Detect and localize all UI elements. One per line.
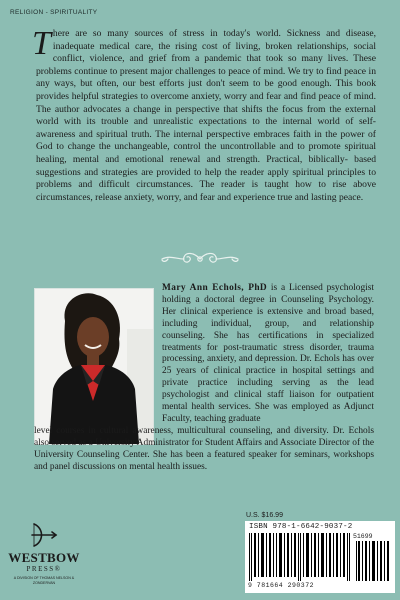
price-label: U.S. $16.99 [246, 512, 283, 519]
author-bio-top [162, 283, 374, 426]
book-description [32, 25, 376, 204]
author-bio-text: is a Licensed psychologist holding a doctoral degree in Counseling Psychology. Her clinical experience is extensive and broad based, including individual, group, and relationship counseling. She has certifications in specialized treatments for post-traumatic stress disorder, trauma processing, anxiety, and depression. Dr. Echols has over 25 years of clinical practice in hospital settings and private practice including serving as the lead psychologist and clinical staff liaison for outpatient mental health services. She was employed as Adjunct Faculty, teaching graduate [162, 283, 374, 424]
author-name: Mary Ann Echols, PhD [162, 283, 268, 293]
publisher-name: WESTBOW [8, 550, 80, 565]
publisher-press: PRESS® [26, 565, 62, 573]
price-barcode-icon [355, 541, 391, 581]
barcode-icon [247, 533, 351, 581]
barcode-digits: 9 781664 290372 [248, 582, 315, 589]
barcode-panel [245, 521, 395, 593]
category-label: RELIGION - SPIRITUALITY [10, 9, 98, 16]
description-text: here are so many sources of stress in today's world. Sickness and disease, inadequate medical care, the rising cost of living, broken relationships, social conflict, violence, and grief from a pandemic that took so many lives. These problems continue to present major challenges to peace of mind. We try to find peace in any ways, but often, our best efforts just don't seem to be good enough. This book provides helpful strategies to overcome anxiety, worry and fear and find peace of mind. The author advocates a change in perspective that shifts the focus from the external world with its trouble and unrealistic expectations to the internal world of self- awareness and spiritual truth. The internal perspective embraces faith in the power of God to change the unchangeable, control the uncontrollable and to promote spiritual healing, mental and emotional renewal and strength. Practical, biblically- based suggestions and strategies are provided to help the reader apply spiritual principles to problems and difficult circumstances. The reader is taught how to rise above circumstances, release anxiety, worry, and fear and experience true and lasting peace. [36, 28, 376, 203]
ornament-divider-icon [158, 250, 242, 268]
westbow-archer-icon [28, 520, 58, 550]
price-code-digits: 51699 [353, 533, 373, 540]
author-bio-bottom: level courses in cultural awareness, multicultural counseling, and diversity. Dr. Echols also served as a University Administrator for Student Affairs and Associate Director of the University Counseling Center. She has been a featured speaker for seminars, workshops and panel discussions on mental health issues. [34, 426, 374, 472]
isbn-label: ISBN 978-1-6642-9037-2 [249, 523, 353, 531]
publisher-logo [8, 520, 80, 596]
author-photo [34, 288, 154, 445]
publisher-division: A DIVISION OF THOMAS NELSON & ZONDERVAN [13, 576, 75, 585]
author-portrait-icon [35, 289, 153, 444]
drop-cap: T [32, 25, 51, 62]
